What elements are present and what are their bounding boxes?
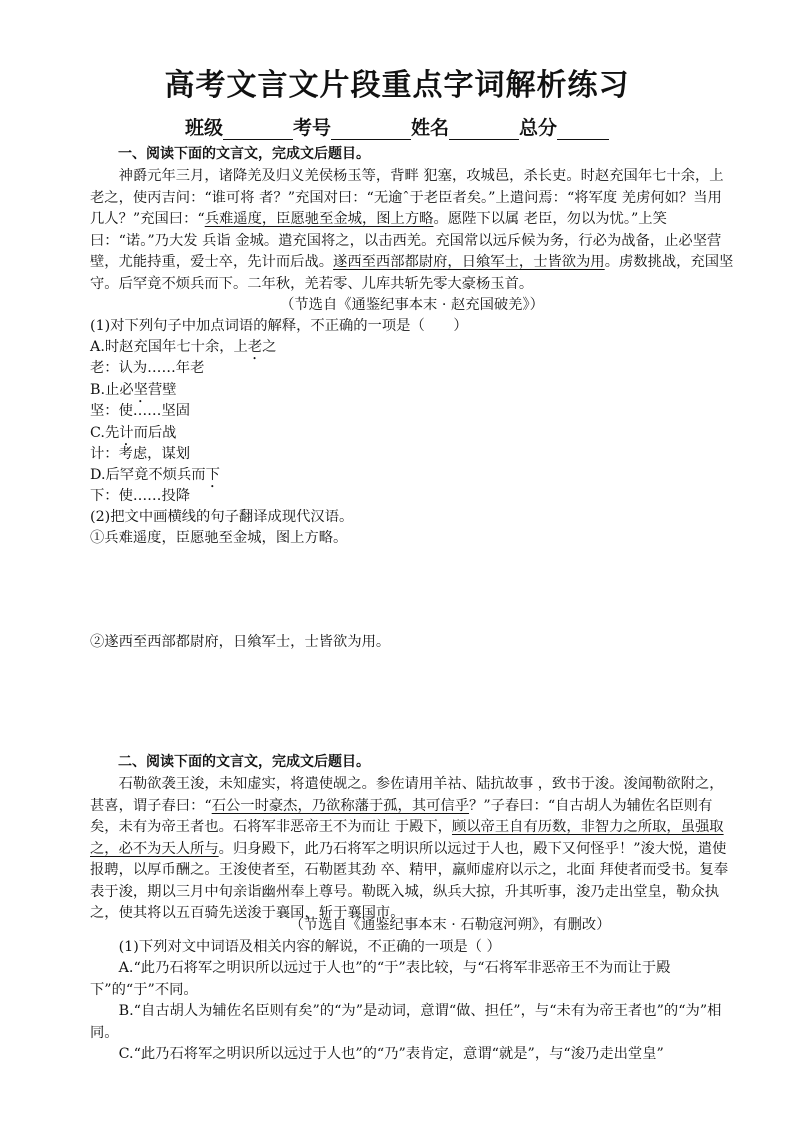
s2-q1-stem: (1)下列对文中词语及相关内容的解说，不正确的一项是（ ） [118, 939, 501, 955]
section2-heading: 二、阅读下面的文言文，完成文后题目。 [118, 754, 370, 770]
option-a-text: A.时赵充国年七十余，上 [90, 339, 248, 355]
score-blank[interactable] [557, 119, 609, 140]
name-blank[interactable] [449, 119, 519, 140]
option-d-dotted-word: 下 [205, 467, 220, 483]
passage1-text-2: 。愿陛下以属 老臣，勿以为忧。”上笑曰：“诺。”乃大发 兵诣 金城。遣充国将之，以击西羌。充国常以远斥候为务，行必为战备，止必坚营壁，尤能持重，爱士卒，先计而后战。 [90, 211, 722, 270]
section1-passage [90, 166, 734, 295]
passage1-text-1: 神爵元年三月，诸降羌及归义羌侯杨玉等，背畔 犯塞，攻城邑，杀长吏。时赵充国年七十余，上老之，使丙吉问：“谁可将 者？”充国对曰：“无逾ˆ于老臣者矣。”上遣问焉：“将军度 羌虏何如？当用几人？”充国曰：“ [90, 168, 724, 227]
s1-q2-answer-area-1[interactable] [90, 552, 734, 622]
number-blank[interactable] [331, 119, 411, 140]
s1-q1-stem: (1)对下列句子中加点词语的解释，不正确的一项是（ ） [90, 318, 468, 334]
passage2-underline-1: 石公一时豪杰，乃欲称藩于孤，其可信乎 [211, 797, 470, 814]
passage2-text-2: ？”子春曰：“自古胡人为辅佐名臣则有矣，未有为帝王者也。石将军非恶帝王不为而让 于殿下， [90, 797, 713, 835]
class-blank[interactable] [223, 119, 293, 140]
section1-source: （节选自《通鉴纪事本末 · 赵充国破羌》） [280, 297, 544, 313]
option-b-dotted-word: 坚 [133, 382, 148, 398]
section2-source: （节选自《通鉴纪事本末 · 石勒寇河朔》，有删改） [289, 917, 611, 933]
option-a-dotted-word: 老 [247, 339, 263, 355]
s1-q1-option-a-expl: 老：认为……年老 [90, 360, 205, 376]
passage1-underline-1: 兵难遥度，臣愿驰至金城，图上方略 [204, 211, 434, 227]
s1-q2-stem: (2)把文中画横线的句子翻译成现代汉语。 [90, 509, 354, 525]
s1-q1-option-b-expl: 坚：使……坚固 [90, 403, 191, 419]
s2-q1-option-b[interactable]: B.“自古胡人为辅佐名臣则有矣”的“为”是动词，意谓“做、担任”，与“未有为帝王者也”的“为”相同。 [90, 1003, 722, 1041]
s1-q2-item1: ①兵难遥度，臣愿驰至金城，图上方略。 [90, 530, 348, 546]
student-info-line [0, 113, 794, 140]
section2-passage [90, 774, 734, 925]
score-label: 总分 [519, 117, 558, 139]
passage1-text-3: 。虏数挑战，充国坚守。后罕竟不烦兵而下。二年秋，羌若零、儿库共斩先零大豪杨玉首。 [90, 254, 734, 292]
option-c-tail: 而后战 [133, 425, 177, 441]
page-title: 高考文言文片段重点字词解析练习 [164, 68, 630, 103]
option-a-tail: 之 [262, 339, 277, 355]
passage2-text-1: 石勒欲袭王浚，未知虚实，将遣使觇之。参佐请用羊祜、陆抗故事 ，致书于浚。浚闻勒欲附之，甚喜，谓子春曰：“ [90, 776, 724, 814]
option-b-text: B.止必 [90, 382, 134, 398]
option-c-text: C.先 [90, 425, 120, 441]
s2-q1-option-c[interactable]: C.“此乃石将军之明识所以远过于人也”的“乃”表肯定，意谓“就是”，与“浚乃走出堂皇” [118, 1046, 664, 1062]
name-label: 姓名 [411, 117, 450, 139]
option-c-dotted-word: 计 [119, 425, 134, 441]
s2-q1-option-a[interactable]: A.“此乃石将军之明识所以远过于人也”的“于”表比较，与“石将军非恶帝王不为而让于殿下”的“于”不同。 [90, 960, 671, 998]
s1-q2-answer-area-2[interactable] [90, 656, 734, 741]
number-label: 考号 [292, 117, 331, 139]
s1-q1-option-d-expl: 下：使……投降 [90, 488, 191, 504]
section1-heading: 一、阅读下面的文言文，完成文后题目。 [118, 146, 370, 162]
passage1-underline-2: 遂西至西部都尉府，日飨军士，士皆欲为用 [333, 254, 605, 270]
passage2-text-3: 。归身殿下，此乃石将军之明识所以远过于人也，殿下又何怪乎！”浚大悦，遣使报聘，以厚币酬之。王浚使者至，石勒匿其劲 卒、精甲，羸师虚府以示之，北面 拜使者而受书。复奉表于浚，期以三月中旬亲诣幽州奉上尊号。勒既入城，纵兵大掠，升其听事，浚乃走出堂皇，勒众执之，使其将以五百骑先送浚于襄国，斩于襄国市。 [90, 840, 729, 921]
s1-q1-option-c-expl: 计：考虑，谋划 [90, 446, 191, 462]
s1-q2-item2: ②遂西至西部都尉府，日飨军士，士皆欲为用。 [90, 634, 391, 650]
option-b-tail: 营壁 [147, 382, 177, 398]
class-label: 班级 [184, 117, 223, 139]
passage2-underline-2: 顾以帝王自有历数，非智力之所取，虽强取之，必不为天人所与 [90, 819, 724, 857]
option-d-text: D.后罕竟不烦兵而 [90, 467, 206, 483]
